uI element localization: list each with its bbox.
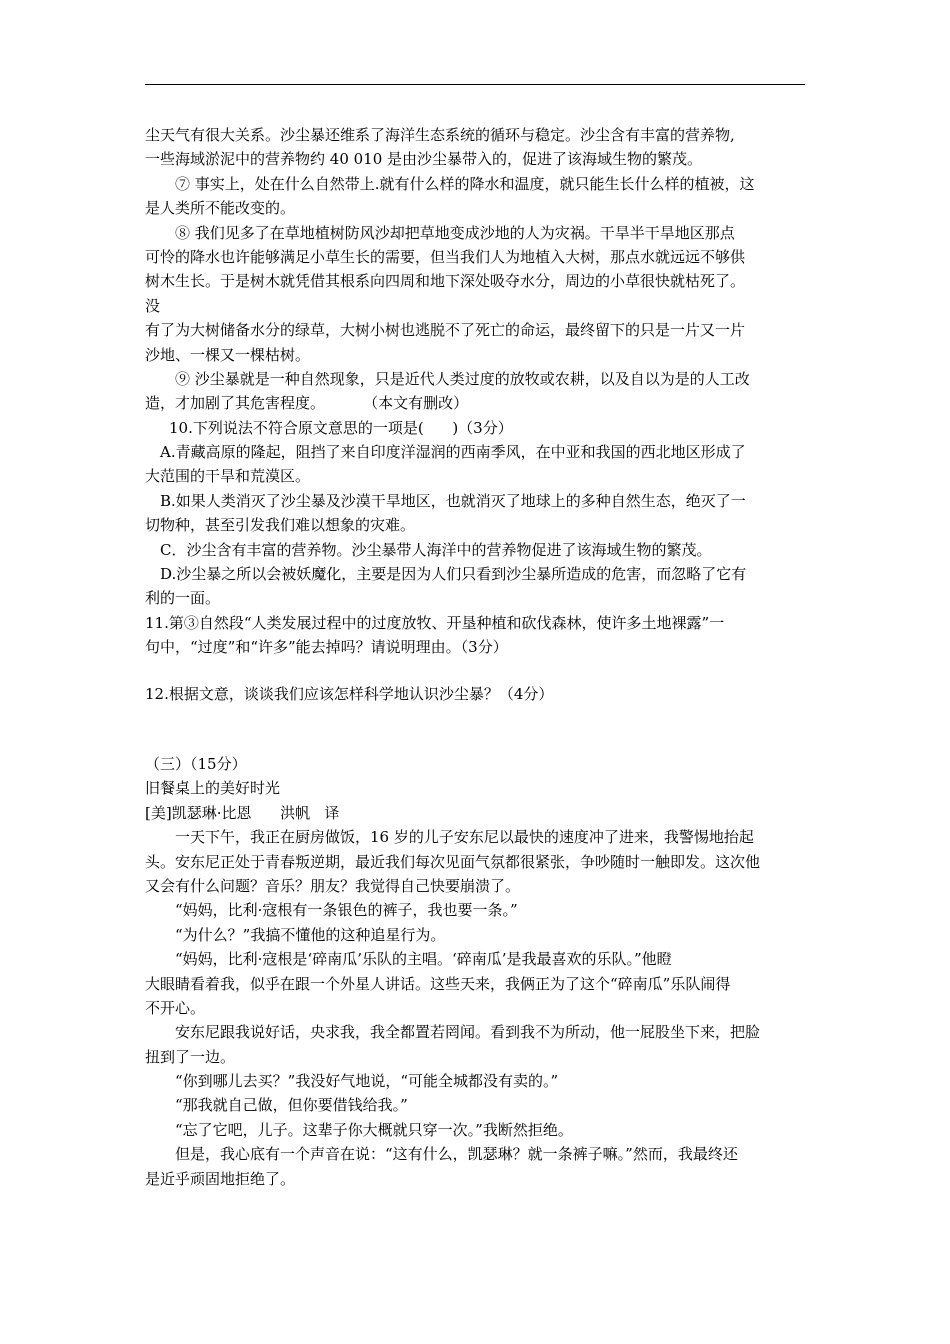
option-c: C．沙尘含有丰富的营养物。沙尘暴带人海洋中的营养物促进了该海域生物的繁茂。 <box>160 540 712 559</box>
option-d-cont: 利的一面。 <box>145 589 221 608</box>
answer-space-12 <box>145 706 805 752</box>
story-line: “忘了它吧，儿子。这辈子你大概就只穿一次。”我断然拒绝。 <box>175 1120 573 1139</box>
story-line: 头。安东尼正处于青春叛逆期，最近我们每次见面气氛都很紧张，争吵随时一触即发。这次他 <box>145 852 761 871</box>
option-d: D.沙尘暴之所以会被妖魔化，主要是因为人们只看到沙尘暴所造成的危害，而忽略了它有 <box>160 565 747 584</box>
option-b: B.如果人类消灭了沙尘暴及沙漠干旱地区，也就消灭了地球上的多种自然生态，绝灭了一 <box>160 491 746 510</box>
story-line: “你到哪儿去买？”我没好气地说，“可能全城都没有卖的。” <box>175 1072 559 1091</box>
passage-line: 树木生长。于是树木就凭借其根系向四周和地下深处吸夺水分，周边的小草很快就枯死了。 <box>145 272 746 291</box>
paragraph-7: ⑦ 事实上，处在什么自然带上.就有什么样的降水和温度，就只能生长什么样的植被，这 <box>175 174 755 193</box>
passage-line: 造，才加剧了其危害程度。 （本文有删改） <box>145 394 469 413</box>
paragraph-8: ⑧ 我们见多了在草地植树防风沙却把草地变成沙地的人为灾祸。干旱半干旱地区那点 <box>175 223 735 242</box>
question-11: 11.第③自然段“人类发展过程中的过度放牧、开垦种植和砍伐森林，使许多土地裸露”一 <box>145 613 725 632</box>
story-line: 安东尼跟我说好话，央求我，我全都置若罔闻。看到我不为所动，他一屁股坐下来，把脸 <box>175 1023 761 1042</box>
passage-line: 尘天气有很大关系。沙尘暴还维系了海洋生态系统的循环与稳定。沙尘含有丰富的营养物, <box>145 126 735 144</box>
story-line: 大眼睛看着我，似乎在跟一个外星人讲话。这些天来，我俩正为了这个“碎南瓜”乐队闹得 <box>145 974 731 993</box>
story-line: 扭到了一边。 <box>145 1047 236 1066</box>
option-a: A.青藏高原的隆起，阻挡了来自印度洋湿润的西南季风，在中亚和我国的西北地区形成了 <box>160 443 746 462</box>
story-line: “那我就自己做，但你要借钱给我。” <box>175 1096 408 1115</box>
passage-line: 有了为大树储备水分的绿草，大树小树也逃脱不了死亡的命运，最终留下的只是一片又一片 <box>145 321 746 340</box>
passage-line: 没 <box>145 296 161 315</box>
story-line: 但是，我心底有一个声音在说：“这有什么，凯瑟琳？就一条裤子嘛。”然而，我最终还 <box>175 1145 738 1164</box>
question-11-cont: 句中，“过度”和“许多”能去掉吗？请说明理由。（3分） <box>145 638 508 657</box>
page-content <box>145 123 805 1191</box>
passage-line: 一些海域淤泥中的营养物约 40 010 是由沙尘暴带入的，促进了该海域生物的繁茂。 <box>145 150 703 169</box>
story-line: 是近乎顽固地拒绝了。 <box>145 1169 296 1188</box>
paragraph-9: ⑨ 沙尘暴就是一种自然现象，只是近代人类过度的放牧或农耕，以及自以为是的人工改 <box>175 369 750 388</box>
option-b-cont: 切物种，甚至引发我们难以想象的灾难。 <box>145 516 416 535</box>
section-heading: （三）（15分） <box>145 754 247 773</box>
answer-space-11 <box>145 660 805 682</box>
article-author: [美]凯瑟琳·比恩 洪帆 译 <box>145 803 340 822</box>
question-12: 12.根据文意，谈谈我们应该怎样科学地认识沙尘暴？（4分） <box>145 684 554 703</box>
story-line: 一天下午，我正在厨房做饭，16 岁的儿子安东尼以最快的速度冲了进来，我警惕地抬起 <box>175 828 754 847</box>
option-a-cont: 大范围的干旱和荒漠区。 <box>145 467 311 486</box>
story-line: 又会有什么问题？音乐？朋友？我觉得自己快要崩溃了。 <box>145 876 521 895</box>
article-title: 旧餐桌上的美好时光 <box>145 779 281 798</box>
header-rule <box>145 84 805 85</box>
passage-line: 可怜的降水也许能够满足小草生长的需要，但当我们人为地植入大树，那点水就远远不够供 <box>145 247 746 266</box>
story-line: 不开心。 <box>145 998 206 1017</box>
story-line: “妈妈，比利·寇根有一条银色的裤子，我也要一条。” <box>175 901 518 920</box>
passage-line: 沙地、一棵又一棵枯树。 <box>145 345 311 364</box>
story-line: “妈妈，比利·寇根是‘碎南瓜’乐队的主唱。‘碎南瓜’是我最喜欢的乐队。”他瞪 <box>175 950 672 969</box>
story-line: “为什么？”我搞不懂他的这种追星行为。 <box>175 925 446 944</box>
question-10: 10.下列说法不符合原文意思的一项是( )（3分） <box>169 418 513 437</box>
passage-line: 是人类所不能改变的。 <box>145 199 296 218</box>
